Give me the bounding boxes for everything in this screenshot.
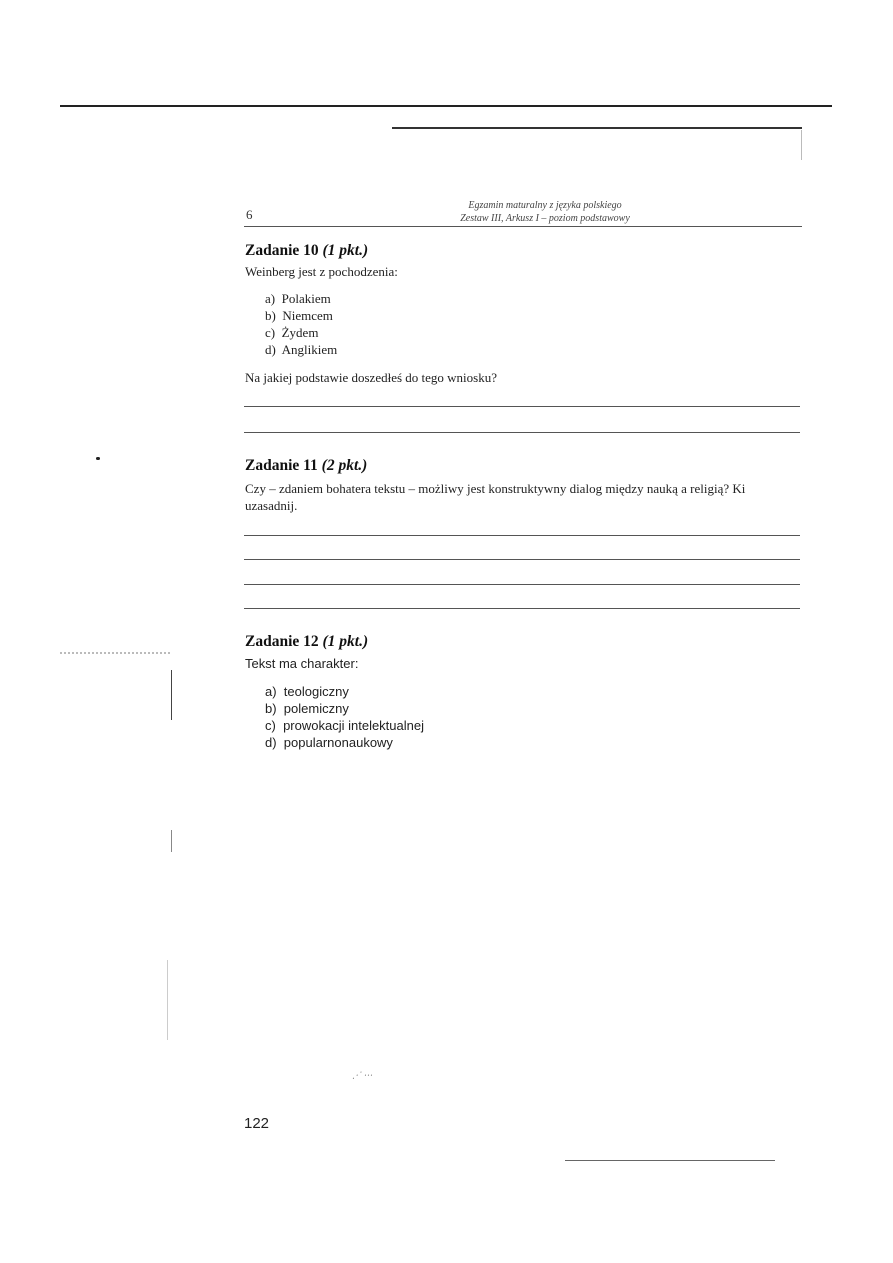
scan-margin-mark-2 bbox=[171, 830, 172, 852]
header-page-number: 6 bbox=[246, 207, 253, 222]
task-10-option-b[interactable]: b) Niemcem bbox=[265, 308, 333, 323]
task-10-option-c[interactable]: c) Żydem bbox=[265, 325, 319, 340]
task-12-label: Zadanie 12 bbox=[245, 633, 319, 650]
task-12-option-d[interactable]: d) popularnonaukowy bbox=[265, 735, 393, 750]
scan-smudge: ⋰ ⋯ bbox=[352, 1070, 373, 1080]
task-11-answer-line-2[interactable] bbox=[244, 559, 800, 560]
task-12-option-b[interactable]: b) polemiczny bbox=[265, 701, 349, 716]
task-10-options bbox=[265, 290, 337, 358]
task-11-title bbox=[245, 457, 367, 475]
footer-rule bbox=[565, 1160, 775, 1161]
scan-dot bbox=[96, 457, 100, 460]
scan-edge-mark bbox=[801, 130, 802, 160]
header-rule bbox=[244, 226, 802, 227]
task-11-label: Zadanie 11 bbox=[245, 457, 318, 474]
task-12-option-c[interactable]: c) prowokacji intelektualnej bbox=[265, 718, 424, 733]
task-10-question: Weinberg jest z pochodzenia: bbox=[245, 264, 398, 279]
task-11-points: (2 pkt.) bbox=[321, 457, 368, 474]
task-10-follow-up: Na jakiej podstawie doszedłeś do tego wniosku? bbox=[245, 370, 497, 385]
task-12-option-a[interactable]: a) teologiczny bbox=[265, 684, 349, 699]
task-11-answer-line-1[interactable] bbox=[244, 535, 800, 536]
task-11-answer-line-4[interactable] bbox=[244, 608, 800, 609]
scan-margin-mark-1 bbox=[171, 670, 172, 720]
task-10-answer-line-2[interactable] bbox=[244, 432, 800, 433]
task-12-title bbox=[245, 633, 368, 651]
scan-top-rule bbox=[60, 105, 832, 107]
running-header-line-2: Zestaw III, Arkusz I – poziom podstawowy bbox=[460, 213, 630, 224]
task-10-label: Zadanie 10 bbox=[245, 242, 319, 259]
task-12-points: (1 pkt.) bbox=[322, 633, 369, 650]
task-11-question: Czy – zdaniem bohatera tekstu – możliwy jest konstruktywny dialog między nauką a religią? Ki bbox=[245, 481, 746, 496]
task-10-option-a[interactable]: a) Polakiem bbox=[265, 291, 331, 306]
scan-margin-mark-3 bbox=[167, 960, 168, 1040]
task-10-answer-line-1[interactable] bbox=[244, 406, 800, 407]
task-11-answer-line-3[interactable] bbox=[244, 584, 800, 585]
task-11-question-cont: uzasadnij. bbox=[245, 498, 298, 513]
task-10-points: (1 pkt.) bbox=[322, 242, 369, 259]
footer-page-number: 122 bbox=[244, 1115, 270, 1132]
running-header-line-1: Egzamin maturalny z języka polskiego bbox=[468, 200, 622, 211]
task-10-title bbox=[245, 242, 368, 260]
task-12-options bbox=[265, 683, 424, 751]
running-header bbox=[400, 199, 690, 225]
task-12-question: Tekst ma charakter: bbox=[245, 656, 359, 671]
task-10-option-d[interactable]: d) Anglikiem bbox=[265, 342, 338, 357]
scan-margin-dots bbox=[60, 652, 170, 654]
scan-second-rule bbox=[392, 127, 802, 129]
